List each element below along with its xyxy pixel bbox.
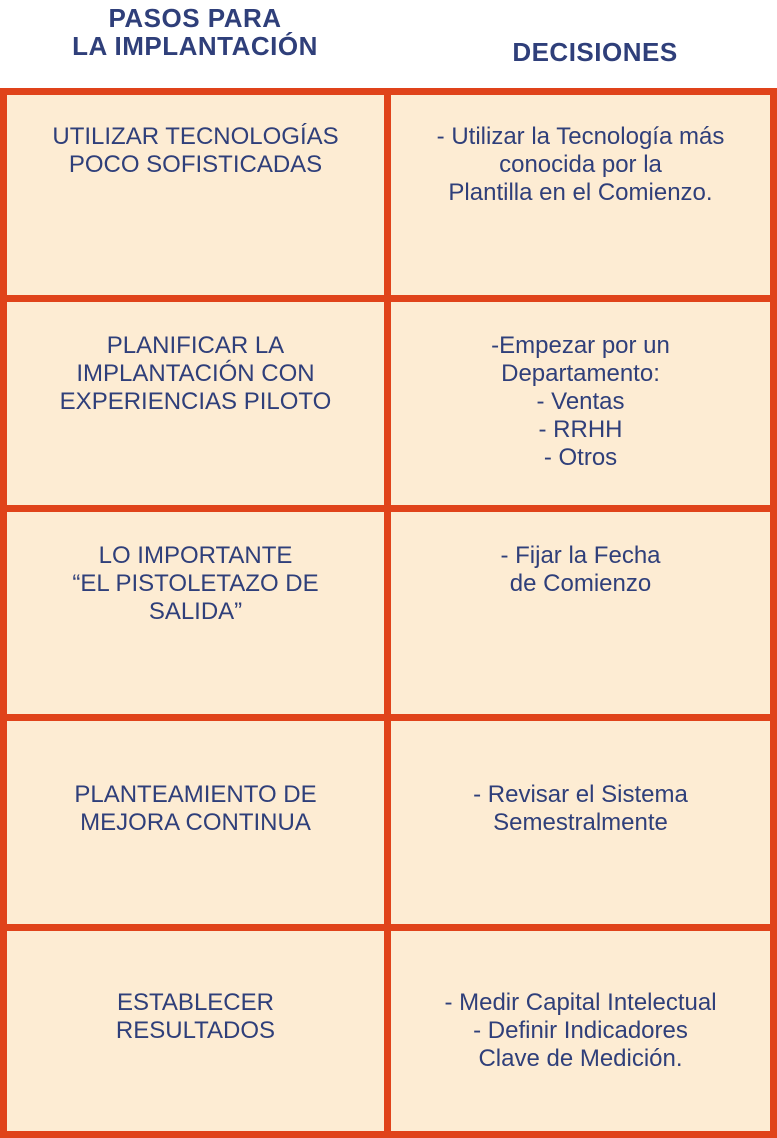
steps-column-heading — [20, 4, 370, 60]
table-header — [0, 0, 777, 88]
step-line: UTILIZAR TECNOLOGÍAS — [52, 123, 339, 150]
step-line: IMPLANTACIÓN CON — [76, 360, 315, 387]
decision-cell — [384, 714, 777, 931]
decision-line: -Empezar por un — [491, 332, 670, 359]
decision-cell — [384, 505, 777, 721]
decision-cell-text — [391, 302, 770, 472]
step-cell — [0, 88, 391, 302]
step-line: PLANIFICAR LA — [106, 332, 285, 359]
step-line: EXPERIENCIAS PILOTO — [59, 388, 332, 415]
decisions-column-heading: DECISIONES — [512, 37, 678, 67]
step-cell — [0, 505, 391, 721]
step-line: POCO SOFISTICADAS — [68, 151, 323, 178]
step-cell — [0, 924, 391, 1138]
step-cell-text — [7, 512, 384, 626]
decision-line: de Comienzo — [509, 570, 652, 597]
decision-line: - Ventas — [536, 388, 625, 415]
step-cell-text — [7, 931, 384, 1045]
decision-cell — [384, 295, 777, 512]
decision-line: Clave de Medición. — [478, 1045, 683, 1072]
steps-decisions-table — [0, 88, 777, 1138]
step-line: SALIDA” — [148, 598, 243, 625]
decision-line: - Fijar la Fecha — [500, 542, 661, 569]
step-line: LO IMPORTANTE — [98, 542, 293, 569]
step-cell-text — [7, 721, 384, 837]
decision-line: - RRHH — [538, 416, 623, 443]
step-line: “EL PISTOLETAZO DE — [72, 570, 319, 597]
decision-line: Plantilla en el Comienzo. — [448, 179, 713, 206]
decision-line: - Utilizar la Tecnología más — [436, 123, 725, 150]
steps-heading-line-2: LA IMPLANTACIÓN — [72, 31, 318, 61]
steps-heading-line-1: PASOS PARA — [108, 3, 282, 33]
decision-cell-text — [391, 95, 770, 207]
decision-line: conocida por la — [499, 151, 662, 178]
decision-cell-text — [391, 931, 770, 1073]
decision-line: Semestralmente — [493, 809, 668, 836]
step-line: MEJORA CONTINUA — [80, 809, 311, 836]
decision-line: Departamento: — [501, 360, 660, 387]
step-cell — [0, 295, 391, 512]
decision-line: - Otros — [543, 444, 618, 471]
decision-line: - Revisar el Sistema — [473, 781, 688, 808]
step-cell-text — [7, 95, 384, 179]
decision-line: - Medir Capital Intelectual — [444, 989, 717, 1016]
step-line: RESULTADOS — [115, 1017, 276, 1044]
decision-cell-text — [391, 721, 770, 837]
step-line: ESTABLECER — [117, 989, 274, 1016]
step-line: PLANTEAMIENTO DE — [74, 781, 317, 808]
decision-line: - Definir Indicadores — [473, 1017, 688, 1044]
decision-cell — [384, 924, 777, 1138]
step-cell-text — [7, 302, 384, 416]
decision-cell-text — [391, 512, 770, 598]
decision-cell — [384, 88, 777, 302]
step-cell — [0, 714, 391, 931]
